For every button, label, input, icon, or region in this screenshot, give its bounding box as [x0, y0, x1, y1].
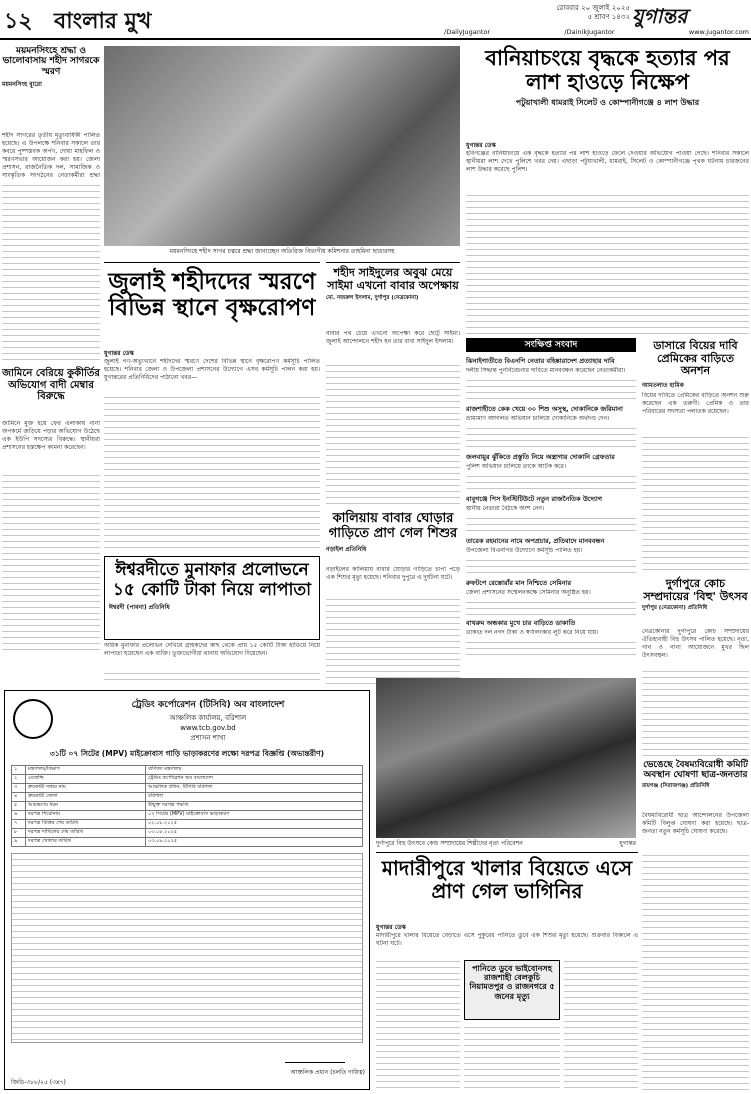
photo-credit: যুগান্তর — [619, 840, 636, 847]
body-text-continuation — [466, 190, 749, 335]
signature-icon — [285, 1049, 345, 1063]
byline: যুগান্তর ডেস্ক — [466, 142, 496, 149]
tender-table — [11, 765, 363, 847]
story-tree-plantation — [104, 262, 320, 342]
issue-date: রোববার ২০ জুলাই ২০২৫ ৫ শ্রাবণ ১৪৩২ — [556, 4, 630, 21]
table-row: ৮ দরপত্র দাখিলের শেষ তারিখ ০৩.০৮.২০২৫ — [12, 829, 363, 838]
story-madaripur — [376, 852, 638, 920]
story-ishwardi-body: অধিক মুনাফার প্রলোভন দেখিয়ে গ্রাহকদের কাছ থেকে প্রায় ১৫ কোটি টাকা হাতিয়ে নিয়ে লাপাতা হয়েছেন এক ব্যক্তি। ভুক্তভোগীরা থানায় অভিযোগ দিয়েছেন। — [104, 642, 320, 657]
section-title: বাংলার মুখ — [54, 9, 152, 34]
headline: শহীদ সাইদুলের অবুঝ মেয়ে সাইমা এখনো বাবার অপেক্ষায় — [327, 266, 459, 292]
brief-news-banner — [466, 338, 636, 352]
story-baniachong-body: হবিগঞ্জের বানিয়াচংয়ে এক বৃদ্ধকে হত্যার পর লাশ হাওড়ে ফেলে দেওয়ার অভিযোগ পাওয়া গেছে। শনিবার সকালে স্থানীয়রা লাশ দেখে পুলিশে খবর দেয়। এছাড়া পটুয়াখালী, ধামরাই, সিলেট ও কোম্পানীগঞ্জে পৃথক ঘটনায় চারজনের লাশ উদ্ধার করেছে পুলিশ। — [466, 150, 749, 173]
story-saidul-body: বাবার পথ চেয়ে এখনো অপেক্ষা করে ছোট্ট সাইমা। জুলাই আন্দোলনে শহীদ হন তার বাবা সাইদুল ইসলাম। — [326, 330, 460, 345]
table-row: ১ মন্ত্রণালয়/বিভাগ বাণিজ্য মন্ত্রণালয় — [12, 766, 363, 775]
ad-signer: আঞ্চলিক প্রধান (চলতি দায়িত্ব) — [290, 1069, 365, 1076]
headline: বানিয়াচংয়ে বৃদ্ধকে হত্যার পর লাশ হাওড়ে নিক্ষেপ — [485, 46, 730, 95]
story-anti-body: বৈষম্যবিরোধী ছাত্র আন্দোলনের উপজেলা কমিটি বিলুপ্ত ঘোষণা করা হয়েছে। ছাত্র-জনতা নতুন কর্মসূচি ঘোষণা করেছে। — [642, 812, 749, 835]
photo-caption: ময়মনসিংহে শহীদ সাগর চত্বরে শ্রদ্ধা জানাচ্ছেন অতিরিক্ত বিভাগীয় কমিশনার তাহমিনা ছাত্তারসহ — [169, 248, 395, 255]
brief-item[interactable]: জলবায়ুর ঝুঁকিতে প্রস্তুতি নিয়ে অস্ত্রাগার দোকানি গ্রেফতার পুলিশ অভিযান চালিয়ে তাকে আটক করে। — [466, 452, 636, 491]
story-drowning-box — [464, 960, 560, 1020]
table-row: ৩ ক্রয়কারী সত্তার নাম আঞ্চলিক প্রধান, টিসিবি বরিশাল — [12, 784, 363, 793]
story-bihu — [642, 578, 749, 613]
headline: দুর্গাপুরে কোচ সম্প্রদায়ের 'বিহু' উৎসব — [643, 577, 748, 603]
body-text-continuation — [464, 1022, 560, 1090]
story-kalia — [326, 512, 460, 555]
page-number: ১২ — [4, 9, 33, 34]
photo-bihu-dance — [376, 678, 636, 838]
page-header — [0, 0, 751, 40]
brief-item[interactable]: রাজশাহীতে কেক খেয়ে ৩০ শিশু অসুস্থ, দোকানিকে জরিমানা ভ্রাম্যমাণ আদালত অভিযান চালিয়ে দোকানিকে অর্থদণ্ড দেন। — [466, 404, 636, 449]
masthead-logo: যুগান্তর — [632, 4, 688, 28]
brief-news-list — [466, 356, 636, 676]
website-link[interactable]: www.jugantor.com — [688, 28, 749, 36]
story-madaripur-body: মাদারীপুরে খালার বিয়েতে বেড়াতে এসে পুকুরের পানিতে ডুবে এক শিশুর মৃত্যু হয়েছে। শুক্রবার বিকালে এ ঘটনা ঘটে। — [376, 932, 638, 947]
byline: ময়মনসিংহ ব্যুরো — [2, 81, 42, 89]
byline: আমতলাত হামিক — [642, 381, 684, 389]
byline: যুগান্তর ডেস্ক — [376, 924, 406, 931]
table-row: ৭ দরপত্র বিক্রির শেষ তারিখ ০২.০৮.২০২৫ — [12, 820, 363, 829]
brief-item[interactable]: তারেক রহমানের নামে অপপ্রচার, প্রতিবাদে মানববন্ধন উপজেলা বিএনপির উদ্যোগে কর্মসূচি পালিত হয়। — [466, 536, 636, 575]
headline: জামিনে বেরিয়ে কুকীর্তির অভিযোগ বাদী মেম্বার বিরুদ্ধে — [2, 368, 100, 402]
tender-details-table — [11, 853, 363, 1043]
facebook-link[interactable]: /DailyJugantor — [444, 28, 491, 36]
table-row: ৫ আমন্ত্রণের ধরন উন্মুক্ত দরপত্র পদ্ধতি — [12, 802, 363, 811]
story-anti-discrimination — [642, 760, 749, 791]
byline: যুগান্তর ডেস্ক — [104, 350, 134, 357]
ad-website[interactable]: www.tcb.gov.bd — [180, 724, 236, 732]
story-baniachong — [466, 46, 749, 142]
tender-advertisement — [4, 690, 370, 1090]
body-text-continuation — [376, 956, 460, 1090]
byline: নড়াইল প্রতিনিধি — [326, 545, 367, 553]
body-text-continuation — [642, 432, 749, 572]
body-text-continuation — [326, 594, 460, 684]
story-tree-body: জুলাই গণ-অভ্যুত্থানে শহীদদের স্মরণে দেশের বিভিন্ন স্থানে বৃক্ষরোপণ কর্মসূচি পালিত হয়েছে। শনিবার জেলা ও উপজেলা প্রশাসনের উদ্যোগে এসব কর্মসূচি পালন করা হয়। যুগান্তরের প্রতিনিধিদের পাঠানো খবর— — [104, 358, 320, 381]
ad-title: ৩১টি ০৭ সিটের (MPV) মাইক্রোবাস গাড়ি ভাড়াকরণের লক্ষ্যে দরপত্র বিজ্ঞপ্তি (অভ্যন্তরীণ) — [49, 749, 325, 758]
story-bihu-body: নেত্রকোনার দুর্গাপুরে কোচ সম্প্রদায়ের ঐতিহ্যবাহী বিহু উৎসব পালিত হয়েছে। নৃত্য, গান ও নানা আয়োজনে মুখর ছিল উৎসবস্থল। — [642, 628, 749, 659]
table-row: ২ এজেন্সি ট্রেডিং কর্পোরেশন অব বাংলাদেশ — [12, 775, 363, 784]
headline: পানিতে ডুবে ভাইবোনসহ রাজশাহী বেলকুচি নিয়ামতপুর ও রাজনগরে ৫ জনের মৃত্যু — [469, 964, 555, 1001]
body-text-continuation — [642, 850, 749, 1090]
body-text-continuation — [2, 470, 100, 655]
byline: ঈশ্বরদী (পাবনা) প্রতিনিধি — [109, 604, 170, 612]
brief-item[interactable]: বাথরুম অন্ধকার মুখে চার বাড়িতে ডাকাতি ডাকাত দল নগদ টাকা ও স্বর্ণালংকার লুট করে নিয়ে যায়। — [466, 618, 636, 655]
body-text-continuation — [642, 666, 749, 756]
byline: রায়গঞ্জ (সিরাজগঞ্জ) প্রতিনিধি — [642, 782, 710, 789]
table-row: ৪ ক্রয়কারী জেলা বরিশাল — [12, 793, 363, 802]
brief-news-title: সংক্ষিপ্ত সংবাদ — [524, 340, 578, 350]
brief-item[interactable]: রুফটপে রেস্তোরাঁর মান নিশ্চিতে সেমিনার জেলা প্রশাসনের সম্মেলনকক্ষে সেমিনার অনুষ্ঠিত হয়। — [466, 578, 636, 615]
ad-office: আঞ্চলিক কার্যালয়, বরিশাল — [169, 714, 247, 722]
table-row: ৯ দরপত্র খোলার তারিখ ০৩.০৮.২০২৫ — [12, 838, 363, 847]
body-text-continuation — [104, 668, 320, 684]
story-mymensingh-body: শহীদ সাগরের তৃতীয় মৃত্যুবার্ষিকী পালিত হয়েছে। এ উপলক্ষে শনিবার সকালে তার কবরে পুষ্পস্তবক অর্পণ, দোয়া মাহফিল ও স্মরণসভার আয়োজন করা হয়। জেলা প্রশাসন, রাজনৈতিক দল, সামাজিক ও সাংস্কৃতিক সংগঠনের নেতাকর্মীরা শ্রদ্ধা — [2, 132, 100, 179]
photo-wreath-ceremony — [104, 46, 460, 246]
ad-dept: প্রশাসন শাখা — [190, 734, 226, 742]
story-mymensingh — [2, 46, 100, 134]
body-text-continuation — [564, 956, 638, 1090]
photo-caption: দুর্গাপুরে বিহু উৎসবে কোচ সম্প্রদায়ের শিল্পীদের নৃত্য পরিবেশন — [376, 840, 523, 847]
headline: ময়মনসিংহে শ্রদ্ধা ও ভালোবাসায় শহীদ সাগরকে স্মরণ — [2, 46, 100, 77]
ad-org: ট্রেডিং কর্পোরেশন (টিসিবি) অব বাংলাদেশ — [131, 700, 285, 710]
headline: কালিয়ায় বাবার ঘোড়ার গাড়িতে প্রাণ গেল শিশুর — [328, 511, 458, 541]
table-row: ৬ দরপত্র শিরোনাম ০৭ সিটের (MPV) মাইক্রোবাস ভাড়াকরণ — [12, 811, 363, 820]
byline: দুর্গাপুর (নেত্রকোনা) প্রতিনিধি — [642, 605, 708, 612]
story-bail — [2, 368, 100, 403]
headline: জুলাই শহীদদের স্মরণে বিভিন্ন স্থানে বৃক্ষরোপণ — [108, 269, 316, 322]
headline: ঈশ্বরদীতে মুনাফার প্রলোভনে ১৫ কোটি টাকা নিয়ে লাপাতা — [112, 560, 312, 600]
story-saidul — [326, 262, 460, 303]
subheadline: পটুয়াখালী ধামরাই সিলেট ও কোম্পানীগঞ্জে ৪ লাশ উদ্ধার — [515, 98, 700, 108]
headline: ডাসারে বিয়ের দাবি প্রেমিকের বাড়িতে অনশন — [653, 339, 738, 378]
story-ishwardi — [104, 556, 320, 640]
headline: ভেঙেছে বৈষম্যবিরোধী কমিটি অবস্থান ঘোষণা ছাত্র-জনতার — [643, 760, 748, 781]
body-text-continuation — [2, 180, 100, 360]
body-text-continuation — [326, 360, 460, 505]
story-dasar-body: বিয়ের দাবিতে প্রেমিকের বাড়িতে অনশন শুরু করেছেন এক তরুণী। প্রেমিক ও তার পরিবারের সদস্যরা পলাতক রয়েছেন। — [642, 392, 749, 415]
brief-item[interactable]: বাবুগঞ্জে পিস ইনস্টিটিউটে নতুন রাজনৈতিক উদ্যোগ স্থানীয় নেতারা বৈঠকে অংশ নেন। — [466, 494, 636, 533]
story-dasar — [642, 340, 749, 391]
body-text-continuation — [104, 392, 320, 552]
byline: মো. নজরুল ইসলাম, দুর্গাপুর (নেত্রকোনা) — [326, 295, 419, 302]
ad-ref: জিডি-৩৮৮/২৫ (৩x৭) — [11, 1079, 66, 1086]
twitter-link[interactable]: /DainikJugantor — [564, 28, 615, 36]
story-bail-body: জামিনে মুক্ত হয়ে ফের এলাকায় নানা অপকর্মে জড়িয়ে পড়ার অভিযোগ উঠেছে এক ইউপি সদস্যের বিরুদ্ধে। স্থানীয়রা প্রশাসনের হস্তক্ষেপ কামনা করেছেন। — [2, 420, 100, 451]
story-kalia-body: নড়াইলের কালিয়ায় বাবার ঘোড়ার গাড়িতে চাপা পড়ে এক শিশুর মৃত্যু হয়েছে। শনিবার দুপুরে এ দুর্ঘটনা ঘটে। — [326, 566, 460, 581]
tcb-logo-icon — [13, 699, 53, 739]
headline: মাদারীপুরে খালার বিয়েতে এসে প্রাণ গেল ভাগিনির — [381, 856, 633, 903]
social-links — [444, 28, 749, 36]
brief-item[interactable]: ঝিনাইগাতীতে বিএনপি নেতার বহিষ্কারাদেশ প্রত্যাহার দাবি দলীয় সিদ্ধান্ত পুনর্বিবেচনার দাবিতে মানববন্ধন করেছেন নেতাকর্মীরা। — [466, 356, 636, 401]
